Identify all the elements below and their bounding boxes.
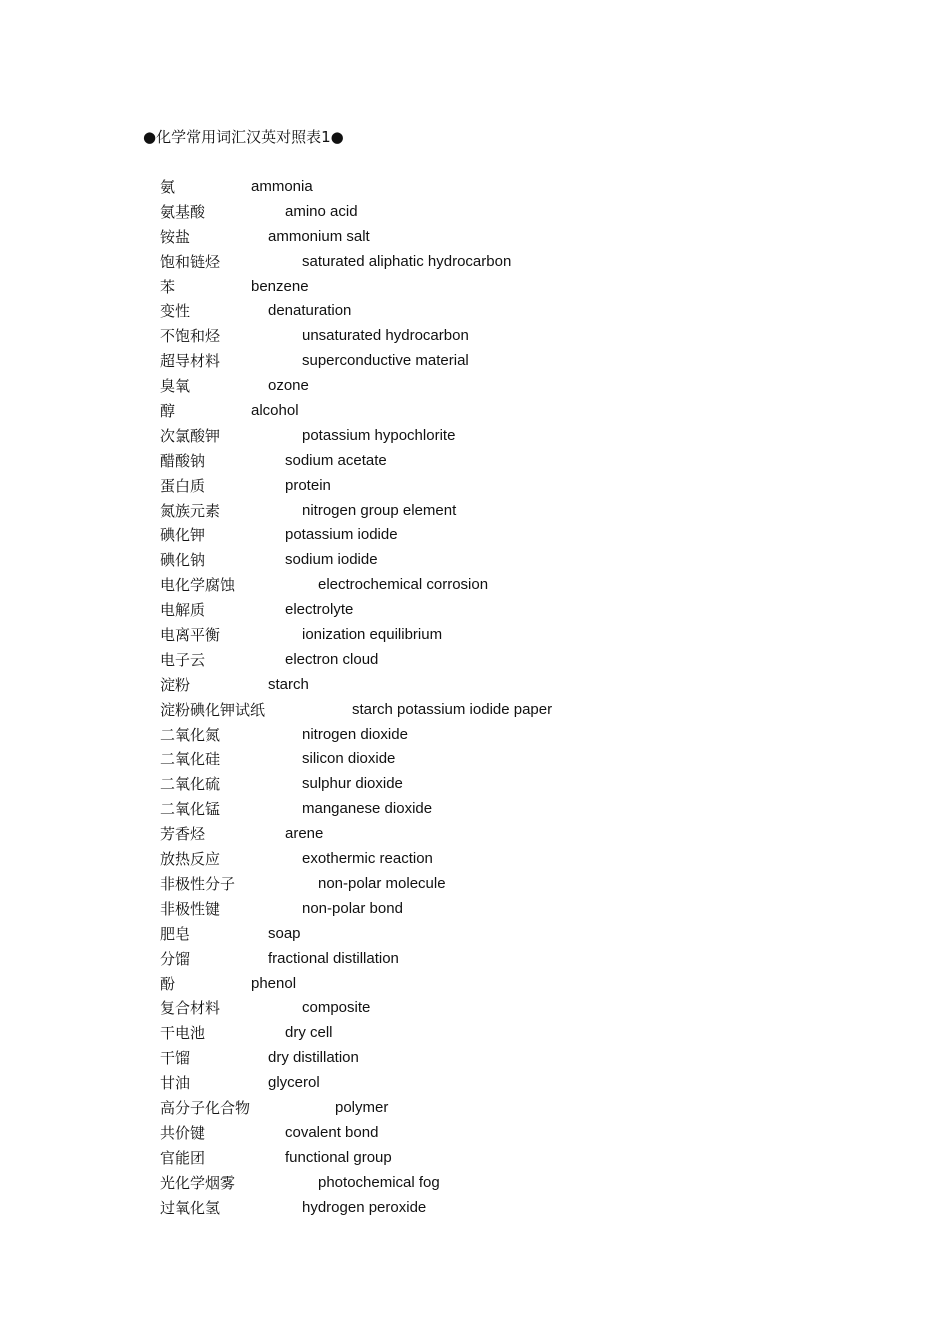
chinese-term: 芳香烃 <box>160 825 206 844</box>
chinese-term: 二氧化锰 <box>160 800 221 819</box>
english-term: amino acid <box>285 202 358 220</box>
glossary-row <box>160 897 760 922</box>
chinese-term: 臭氧 <box>160 377 191 396</box>
glossary-row <box>160 499 760 524</box>
glossary-row <box>160 1046 760 1071</box>
glossary-row <box>160 1171 760 1196</box>
english-term: ozone <box>268 377 309 395</box>
chinese-term: 共价键 <box>160 1123 206 1142</box>
glossary-row <box>160 822 760 847</box>
glossary-row <box>160 1021 760 1046</box>
glossary-row <box>160 275 760 300</box>
glossary-row <box>160 1121 760 1146</box>
glossary-row <box>160 723 760 748</box>
english-term: nitrogen group element <box>302 501 457 519</box>
english-term: phenol <box>251 974 297 992</box>
glossary-row <box>160 847 760 872</box>
english-term: non-polar bond <box>302 899 403 917</box>
glossary-row <box>160 996 760 1021</box>
english-term: fractional distillation <box>268 949 399 967</box>
chinese-term: 氨 <box>160 178 176 196</box>
english-term: polymer <box>335 1098 389 1116</box>
english-term: ammonia <box>251 178 313 195</box>
chinese-term: 二氧化氮 <box>160 725 221 744</box>
glossary-row <box>160 548 760 573</box>
chinese-term: 醇 <box>160 402 176 421</box>
chinese-term: 电化学腐蚀 <box>160 576 236 595</box>
chinese-term: 分馏 <box>160 949 191 968</box>
english-term: glycerol <box>268 1074 320 1092</box>
english-term: silicon dioxide <box>302 750 396 768</box>
english-term: alcohol <box>251 402 299 420</box>
english-term: starch potassium iodide paper <box>352 700 553 718</box>
chinese-term: 肥皂 <box>160 924 191 943</box>
chinese-term: 蛋白质 <box>160 476 206 495</box>
chinese-term: 非极性分子 <box>160 874 236 893</box>
english-term: potassium iodide <box>285 526 398 544</box>
english-term: photochemical fog <box>318 1173 440 1191</box>
chinese-term: 淀粉 <box>160 675 191 694</box>
english-term: ionization equilibrium <box>302 626 443 644</box>
english-term: composite <box>302 999 371 1017</box>
english-term: unsaturated hydrocarbon <box>302 327 469 345</box>
glossary-row <box>160 299 760 324</box>
glossary-row <box>160 399 760 424</box>
glossary-row <box>160 424 760 449</box>
glossary-row <box>160 324 760 349</box>
chinese-term: 苯 <box>160 277 176 296</box>
chinese-term: 次氯酸钾 <box>160 426 221 445</box>
chinese-term: 非极性键 <box>160 899 221 918</box>
chinese-term: 变性 <box>160 302 191 321</box>
document-title: ●化学常用词汇汉英对照表1● <box>143 128 344 146</box>
english-term: sodium acetate <box>285 451 387 469</box>
english-term: hydrogen peroxide <box>302 1198 427 1216</box>
english-term: arene <box>285 825 324 843</box>
english-term: functional group <box>285 1148 392 1166</box>
chinese-term: 过氧化氢 <box>160 1198 221 1217</box>
english-term: ammonium salt <box>268 227 370 245</box>
glossary-row <box>160 598 760 623</box>
chinese-term: 干电池 <box>160 1024 206 1043</box>
chinese-term: 二氧化硫 <box>160 775 221 794</box>
chinese-term: 放热反应 <box>160 850 221 869</box>
english-term: electrolyte <box>285 601 354 619</box>
glossary-row <box>160 698 760 723</box>
glossary-row <box>160 872 760 897</box>
chinese-term: 淀粉碘化钾试纸 <box>160 700 266 719</box>
english-term: superconductive material <box>302 352 469 370</box>
glossary-row <box>160 922 760 947</box>
glossary-row <box>160 225 760 250</box>
english-term: electron cloud <box>285 650 379 668</box>
glossary-row <box>160 175 760 200</box>
chinese-term: 碘化钾 <box>160 526 206 545</box>
glossary-row <box>160 200 760 225</box>
english-term: non-polar molecule <box>318 874 446 892</box>
glossary-row <box>160 972 760 997</box>
chinese-term: 酚 <box>160 974 176 993</box>
chinese-term: 碘化钠 <box>160 551 206 570</box>
english-term: dry cell <box>285 1024 333 1042</box>
english-term: soap <box>268 924 301 942</box>
glossary-row <box>160 523 760 548</box>
glossary-row <box>160 772 760 797</box>
chinese-term: 干馏 <box>160 1049 191 1068</box>
glossary-row <box>160 573 760 598</box>
glossary-row <box>160 374 760 399</box>
chinese-term: 二氧化硅 <box>160 750 221 769</box>
glossary-row <box>160 648 760 673</box>
english-term: manganese dioxide <box>302 800 433 818</box>
glossary-row <box>160 797 760 822</box>
english-term: denaturation <box>268 302 352 320</box>
english-term: sodium iodide <box>285 551 378 569</box>
english-term: starch <box>268 675 309 693</box>
english-term: exothermic reaction <box>302 850 433 868</box>
glossary-row <box>160 1196 760 1221</box>
glossary-row <box>160 747 760 772</box>
english-term: protein <box>285 476 331 494</box>
chinese-term: 氨基酸 <box>160 202 206 221</box>
english-term: nitrogen dioxide <box>302 725 408 743</box>
chinese-term: 醋酸钠 <box>160 451 206 470</box>
glossary-list <box>160 175 760 1220</box>
glossary-row <box>160 1096 760 1121</box>
glossary-row <box>160 449 760 474</box>
chinese-term: 甘油 <box>160 1074 191 1093</box>
english-term: sulphur dioxide <box>302 775 403 793</box>
glossary-row <box>160 349 760 374</box>
english-term: saturated aliphatic hydrocarbon <box>302 252 512 270</box>
chinese-term: 铵盐 <box>160 227 191 246</box>
chinese-term: 超导材料 <box>160 352 221 371</box>
chinese-term: 饱和链烃 <box>160 252 221 271</box>
chinese-term: 复合材料 <box>160 999 221 1018</box>
english-term: electrochemical corrosion <box>318 576 489 594</box>
english-term: potassium hypochlorite <box>302 426 456 444</box>
chinese-term: 氮族元素 <box>160 501 221 520</box>
glossary-row <box>160 947 760 972</box>
english-term: covalent bond <box>285 1123 379 1141</box>
chinese-term: 电子云 <box>160 650 206 669</box>
chinese-term: 电离平衡 <box>160 626 221 645</box>
english-term: dry distillation <box>268 1049 359 1067</box>
chinese-term: 光化学烟雾 <box>160 1173 236 1192</box>
english-term: benzene <box>251 277 309 295</box>
glossary-row <box>160 250 760 275</box>
chinese-term: 电解质 <box>160 601 206 620</box>
chinese-term: 高分子化合物 <box>160 1098 251 1117</box>
chinese-term: 官能团 <box>160 1148 206 1167</box>
glossary-row <box>160 673 760 698</box>
chinese-term: 不饱和烃 <box>160 327 221 346</box>
glossary-row <box>160 1146 760 1171</box>
glossary-row <box>160 1071 760 1096</box>
glossary-row <box>160 623 760 648</box>
glossary-row <box>160 474 760 499</box>
